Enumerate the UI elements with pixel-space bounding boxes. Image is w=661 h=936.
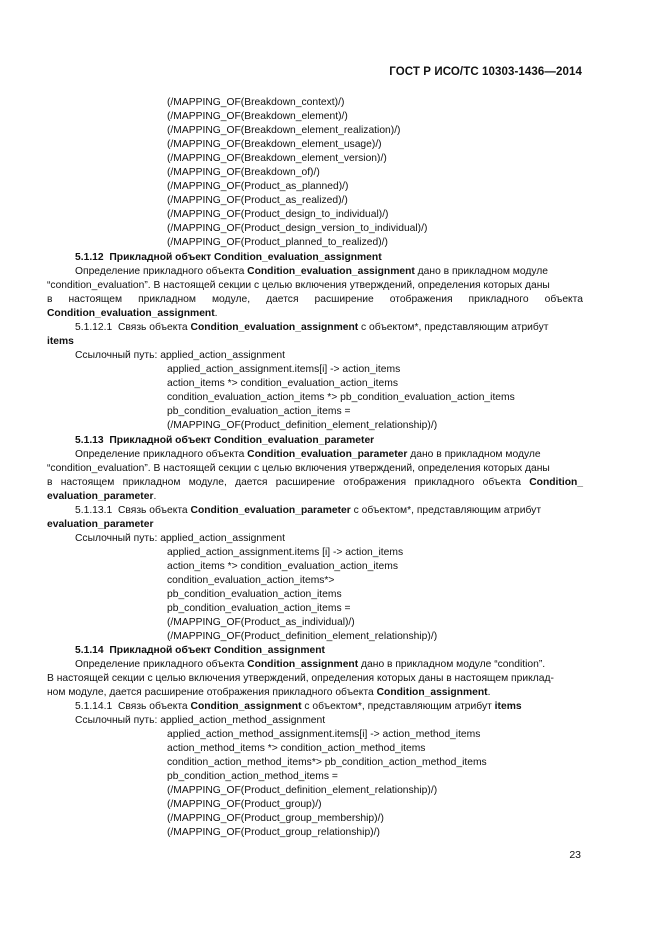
reference-path-line: condition_evaluation_action_items*> [167,575,335,586]
mapping-line: (/MAPPING_OF(Product_as_planned)/) [167,181,349,192]
attribute-name: items [47,336,74,347]
section-heading-5-1-12: 5.1.12 Прикладной объект Condition_evaluation_assignment [75,252,382,263]
reference-path-line: (/MAPPING_OF(Product_group)/) [167,799,322,810]
reference-path-line: action_items *> condition_evaluation_action_items [167,561,398,572]
mapping-line: (/MAPPING_OF(Breakdown_element_realization)/) [167,125,401,136]
reference-path-line: Ссылочный путь: applied_action_assignment [75,350,286,361]
page-header: ГОСТ Р ИСО/ТС 10303-1436—2014 [389,66,582,78]
paragraph-line: Condition_evaluation_assignment. [47,308,218,319]
section-heading-5-1-14: 5.1.14 Прикладной объект Condition_assignment [75,645,325,656]
reference-path-line: (/MAPPING_OF(Product_definition_element_relationship)/) [167,785,438,796]
page-number: 23 [569,849,581,861]
reference-path-line: Ссылочный путь: applied_action_assignment [75,533,286,544]
paragraph-line: ном модуле, дается расширение отображения прикладного объекта Condition_assignment. [47,687,491,698]
reference-path-line: (/MAPPING_OF(Product_definition_element_relationship)/) [167,631,438,642]
paragraph-line: Определение прикладного объекта Condition_evaluation_parameter дано в прикладном модуле [75,449,541,460]
reference-path-line: action_items *> condition_evaluation_action_items [167,378,398,389]
mapping-line: (/MAPPING_OF(Breakdown_element_usage)/) [167,139,382,150]
mapping-line: (/MAPPING_OF(Breakdown_context)/) [167,97,345,108]
reference-path-line: (/MAPPING_OF(Product_group_membership)/) [167,813,384,824]
paragraph-line: в настоящем прикладном модуле, дается расширение отображения прикладного объекта [47,294,583,305]
subsection-5-1-12-1: 5.1.12.1 Связь объекта Condition_evaluation_assignment с объектом*, представляющим атрибут [75,322,549,333]
reference-path-line: condition_evaluation_action_items *> pb_condition_evaluation_action_items [167,392,515,403]
mapping-line: (/MAPPING_OF(Breakdown_element_version)/) [167,153,387,164]
paragraph-line: в настоящем прикладном модуле, дается расширение отображения прикладного объекта Condition_ [47,477,583,488]
reference-path-line: pb_condition_evaluation_action_items = [167,603,351,614]
mapping-line: (/MAPPING_OF(Breakdown_of)/) [167,167,320,178]
reference-path-line: (/MAPPING_OF(Product_as_individual)/) [167,617,355,628]
mapping-line: (/MAPPING_OF(Breakdown_element)/) [167,111,348,122]
reference-path-line: applied_action_assignment.items [i] -> action_items [167,547,404,558]
mapping-line: (/MAPPING_OF(Product_design_to_individual)/) [167,209,389,220]
mapping-line: (/MAPPING_OF(Product_planned_to_realized)/) [167,237,388,248]
paragraph-line: evaluation_parameter. [47,491,157,502]
subsection-5-1-14-1: 5.1.14.1 Связь объекта Condition_assignment с объектом*, представляющим атрибут items [75,701,522,712]
paragraph-line: В настоящей секции с целью включения утверждений, определения которых даны в настоящем приклад- [47,673,554,684]
section-heading-5-1-13: 5.1.13 Прикладной объект Condition_evaluation_parameter [75,435,375,446]
reference-path-line: applied_action_method_assignment.items[i] -> action_method_items [167,729,481,740]
subsection-5-1-13-1: 5.1.13.1 Связь объекта Condition_evaluation_parameter с объектом*, представляющим атрибут [75,505,542,516]
reference-path-line: Ссылочный путь: applied_action_method_assignment [75,715,326,726]
reference-path-line: pb_condition_evaluation_action_items [167,589,342,600]
reference-path-line: condition_action_method_items*> pb_condition_action_method_items [167,757,487,768]
reference-path-line: pb_condition_evaluation_action_items = [167,406,351,417]
reference-path-line: action_method_items *> condition_action_method_items [167,743,426,754]
reference-path-line: pb_condition_action_method_items = [167,771,338,782]
paragraph-line: Определение прикладного объекта Condition_assignment дано в прикладном модуле “condition”. [75,659,546,670]
reference-path-line: (/MAPPING_OF(Product_group_relationship)/) [167,827,380,838]
mapping-line: (/MAPPING_OF(Product_design_version_to_individual)/) [167,223,428,234]
reference-path-line: applied_action_assignment.items[i] -> action_items [167,364,401,375]
reference-path-line: (/MAPPING_OF(Product_definition_element_relationship)/) [167,420,438,431]
mapping-line: (/MAPPING_OF(Product_as_realized)/) [167,195,348,206]
paragraph-line: “condition_evaluation”. В настоящей секции с целью включения утверждений, определения которых даны [47,463,550,474]
attribute-name: evaluation_parameter [47,519,154,530]
paragraph-line: Определение прикладного объекта Condition_evaluation_assignment дано в прикладном модуле [75,266,549,277]
paragraph-line: “condition_evaluation”. В настоящей секции с целью включения утверждений, определения которых даны [47,280,550,291]
